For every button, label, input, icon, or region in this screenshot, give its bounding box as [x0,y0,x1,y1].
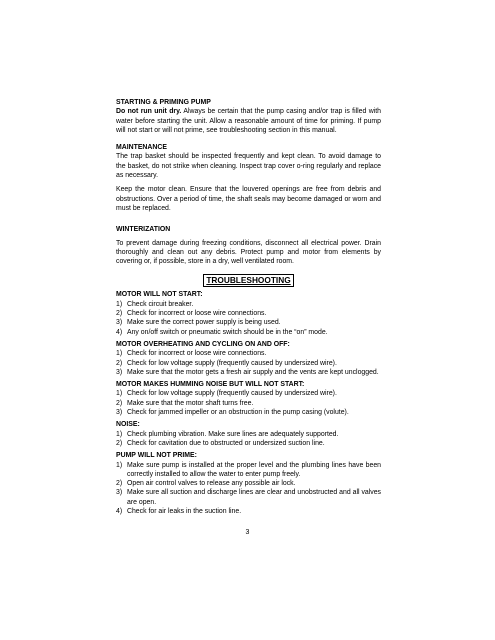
trouble-item-text: Make sure pump is installed at the proper level and the plumbing lines have been correctly installed to allow the water to enter pump freely. [127,461,381,478]
trouble-item-text: Check for low voltage supply (frequently caused by undersized wire). [127,390,337,398]
trouble-item-number: 3) [116,489,123,497]
starting-priming-text [116,107,381,135]
troubleshooting-sections [116,290,381,516]
trouble-item-text: Make sure all suction and discharge lines are clear and unobstructed and all valves are open. [127,489,381,506]
trouble-section-heading: MOTOR WILL NOT START: [116,291,203,299]
trouble-item [116,439,381,448]
trouble-item-list [116,461,381,517]
trouble-item [116,399,381,408]
trouble-item-number: 1) [116,390,123,398]
trouble-item [116,300,381,309]
trouble-item-text: Check for cavitation due to obstructed or undersized suction line. [127,439,325,447]
trouble-item-number: 4) [116,507,123,515]
trouble-item [116,507,381,516]
trouble-item-text: Make sure that the motor gets a fresh air supply and the vents are kept unclogged. [127,368,379,376]
trouble-item-number: 2) [116,310,123,318]
trouble-item [116,479,381,488]
trouble-section-heading: NOISE: [116,421,140,429]
starting-priming-heading: STARTING & PRIMING PUMP [116,99,211,106]
trouble-item [116,408,381,417]
trouble-item-list [116,349,381,377]
trouble-item [116,430,381,439]
trouble-section-heading: MOTOR OVERHEATING AND CYCLING ON AND OFF: [116,340,290,348]
trouble-item-text: Check for air leaks in the suction line. [127,507,242,515]
trouble-item-number: 2) [116,399,123,407]
page-number: 3 [245,529,250,536]
trouble-item-list [116,389,381,417]
trouble-section-heading: MOTOR MAKES HUMMING NOISE BUT WILL NOT START: [116,381,305,389]
trouble-item-number: 1) [116,300,123,308]
troubleshooting-title-wrap [116,274,381,287]
trouble-section-heading: PUMP WILL NOT PRIME: [116,452,197,460]
document-page [116,98,381,516]
winterization-text: To prevent damage during freezing conditions, disconnect all electrical power. Drain thoroughly and clean out any debris. Protect pump and motor from elements by covering or, if possible, store in a dry, well ventilated room. [116,239,381,266]
trouble-item-number: 2) [116,439,123,447]
trouble-item-list [116,430,381,449]
trouble-item-text: Any on/off switch or pneumatic switch should be in the “on” mode. [127,328,328,336]
trouble-item-number: 1) [116,350,123,358]
trouble-item [116,328,381,337]
trouble-item-text: Check for jammed impeller or an obstruction in the pump casing (volute). [127,409,349,417]
trouble-item-number: 1) [116,430,123,438]
trouble-item-number: 4) [116,328,123,336]
trouble-item [116,359,381,368]
winterization-heading: WINTERIZATION [116,226,171,234]
trouble-item-number: 1) [116,461,123,469]
trouble-item-number: 2) [116,480,123,488]
trouble-item [116,309,381,318]
trouble-item [116,488,381,507]
trouble-item [116,349,381,358]
maintenance-paragraph-1: The trap basket should be inspected frequently and kept clean. To avoid damage to the basket, do not strike when cleaning. Inspect trap cover o-ring regularly and replace as necessary. [116,153,381,180]
trouble-item-text: Check for low voltage supply (frequently caused by undersized wire). [127,359,337,367]
trouble-item-text: Check for incorrect or loose wire connections. [127,310,267,318]
trouble-item-text: Make sure that the motor shaft turns free. [127,399,254,407]
trouble-item-number: 3) [116,368,123,376]
trouble-item-text: Check circuit breaker. [127,300,194,308]
trouble-item-list [116,300,381,337]
maintenance-paragraph-2: Keep the motor clean. Ensure that the louvered openings are free from debris and obstructions. Over a period of time, the shaft seals may become damaged or worn and must be replaced. [116,186,381,212]
trouble-item-text: Open air control valves to release any possible air lock. [127,480,296,488]
maintenance-heading: MAINTENANCE [116,144,167,152]
trouble-item-number: 3) [116,319,123,327]
trouble-item-number: 2) [116,359,123,367]
trouble-item [116,389,381,398]
trouble-item-text: Check for incorrect or loose wire connections. [127,350,267,358]
trouble-item [116,368,381,377]
troubleshooting-title: TROUBLESHOOTING [203,274,293,287]
trouble-item-number: 3) [116,409,123,417]
trouble-item [116,461,381,480]
trouble-item-text: Make sure the correct power supply is being used. [127,319,281,327]
starting-priming-body: Always be certain that the pump casing and/or trap is filled with water before starting the unit. Allow a reasonable amount of time for priming. If pump will not start or will not prime, see troubleshooting section in this manual. [116,108,381,134]
starting-priming-lead: Do not run unit dry. [116,108,182,116]
trouble-item [116,318,381,327]
trouble-item-text: Check plumbing vibration. Make sure lines are adequately supported. [127,430,339,438]
